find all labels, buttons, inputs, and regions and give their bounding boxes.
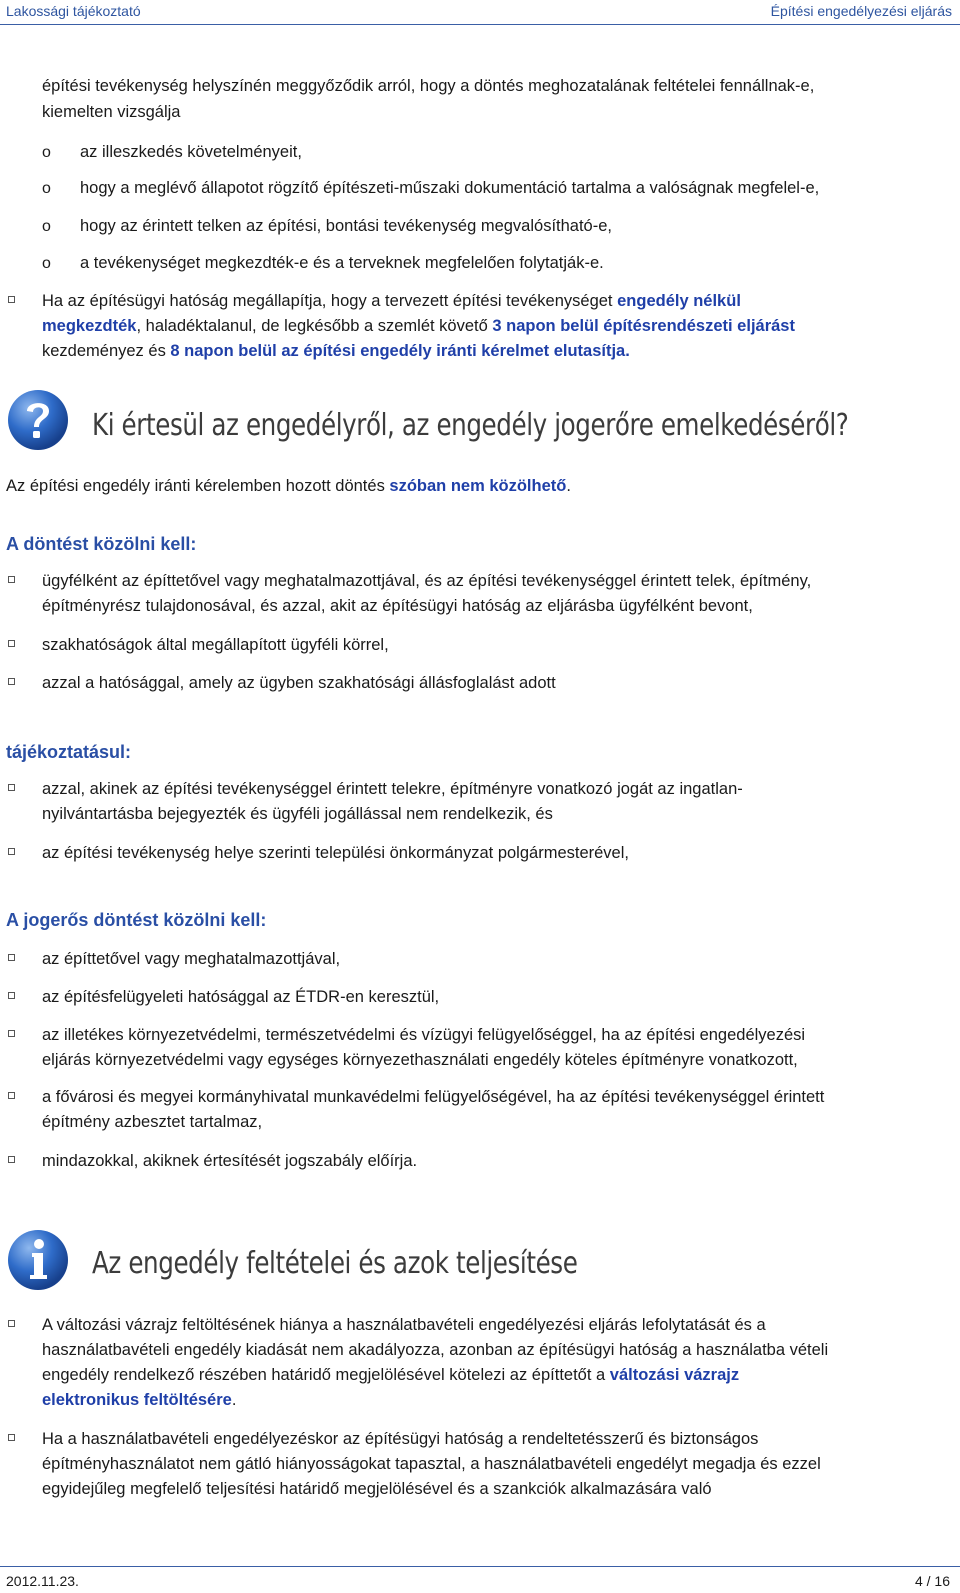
list-item-line: építmény azbesztet tartalmaz, xyxy=(42,1113,263,1131)
list-item-line: építményrész tulajdonosával, és azzal, akit az építésügyi hatóság az eljárásba ügyfélként bevont, xyxy=(42,597,753,615)
list-item-line: azzal a hatósággal, amely az ügyben szakhatósági állásfoglalást adott xyxy=(42,674,556,692)
heading-tajekoztatasul: tájékoztatásul: xyxy=(6,742,132,762)
section-title-conditions: Az engedély feltételei és azok teljesítése xyxy=(92,1246,578,1281)
bullet-icon xyxy=(8,296,15,303)
sublist-marker: o xyxy=(42,144,51,161)
bullet-icon xyxy=(8,1434,15,1441)
sublist-marker: o xyxy=(42,180,51,197)
page-header xyxy=(0,0,960,25)
para-line: A változási vázrajz feltöltésének hiánya a használatbavételi engedélyezési eljárás lefolytatását és a xyxy=(42,1316,766,1334)
intro-line: kiemelten vizsgálja xyxy=(42,103,181,121)
sublist-item: hogy az érintett telken az építési, bontási tevékenység megvalósítható-e, xyxy=(80,217,612,235)
para-line: Ha az építésügyi hatóság megállapítja, hogy a tervezett építési tevékenységet engedély nélkül xyxy=(42,292,741,310)
heading-jogeros: A jogerős döntést közölni kell: xyxy=(6,910,267,930)
bullet-icon xyxy=(8,848,15,855)
header-right-text: Építési engedélyezési eljárás xyxy=(770,3,952,19)
bullet-icon xyxy=(8,1320,15,1327)
para-line: megkezdték, haladéktalanul, de legkésőbb a szemlét követő 3 napon belül építésrendészeti eljárást xyxy=(42,317,795,335)
bullet-icon xyxy=(8,576,15,583)
para-line: engedély rendelkező részében határidő megjelölésével kötelezi az építtetőt a változási vázrajz xyxy=(42,1366,740,1384)
bullet-icon xyxy=(8,1156,15,1163)
sublist-marker: o xyxy=(42,255,51,272)
bullet-icon xyxy=(8,1030,15,1037)
sublist-item: a tevékenységet megkezdték-e és a terveknek megfelelően folytatják-e. xyxy=(80,254,604,272)
sublist-marker: o xyxy=(42,218,51,235)
list-item-line: azzal, akinek az építési tevékenységgel érintett telekre, építményre vonatkozó jogát az ingatlan- xyxy=(42,780,743,798)
list-item-line: az építési tevékenység helye szerinti települési önkormányzat polgármesterével, xyxy=(42,844,629,862)
bullet-icon xyxy=(8,1092,15,1099)
list-item-line: nyilvántartásba bejegyezték és ügyféli jogállással nem rendelkezik, és xyxy=(42,805,553,823)
para-line: használatbavételi engedély kiadását nem akadályozza, azonban az építésügyi hatóság a használatba vételi xyxy=(42,1341,829,1359)
list-item-line: az építtetővel vagy meghatalmazottjával, xyxy=(42,950,341,968)
heading-kozolni: A döntést közölni kell: xyxy=(6,534,197,554)
section-title-recipients: Ki értesül az engedélyről, az engedély jogerőre emelkedéséről? xyxy=(92,408,849,443)
list-item-line: az illetékes környezetvédelmi, természetvédelmi és vízügyi felügyelőséggel, ha az építési engedélyezési xyxy=(42,1026,806,1044)
bullet-icon xyxy=(8,784,15,791)
para-line: építményhasználatot nem gátló hiányosságokat tapasztal, a használatbavételi engedélyt megadja és ezzel xyxy=(42,1455,821,1473)
list-item-line: a fővárosi és megyei kormányhivatal munkavédelmi felügyelőségével, ha az építési tevékenységgel érintett xyxy=(42,1088,825,1106)
footer-date: 2012.11.23. xyxy=(6,1573,79,1589)
list-item-line: szakhatóságok által megállapított ügyféli körrel, xyxy=(42,636,389,654)
sublist-item: hogy a meglévő állapotot rögzítő építészeti-műszaki dokumentáció tartalma a valóságnak megfelel-e, xyxy=(80,179,820,197)
list-item-line: ügyfélként az építtetővel vagy meghatalmazottjával, és az építési tevékenységgel érintett telek, építmény, xyxy=(42,572,812,590)
para-line: elektronikus feltöltésére. xyxy=(42,1391,237,1409)
info-icon xyxy=(6,1228,70,1292)
bullet-icon xyxy=(8,954,15,961)
bullet-icon xyxy=(8,992,15,999)
para-line: kezdeményez és 8 napon belül az építési engedély iránti kérelmet elutasítja. xyxy=(42,342,630,360)
para-line: egyidejűleg megfelelő teljesítési határidő megjelölésével és a szankciók alkalmazására való xyxy=(42,1480,712,1498)
list-item-line: az építésfelügyeleti hatósággal az ÉTDR-en keresztül, xyxy=(42,988,440,1006)
para-line: Ha a használatbavételi engedélyezéskor az építésügyi hatóság a rendeltetésszerű és biztonságos xyxy=(42,1430,759,1448)
question-icon xyxy=(6,388,70,452)
bullet-icon xyxy=(8,678,15,685)
header-left-text: Lakossági tájékoztató xyxy=(6,3,141,19)
bullet-icon xyxy=(8,640,15,647)
section-lead: Az építési engedély iránti kérelemben hozott döntés szóban nem közölhető. xyxy=(6,477,571,495)
list-item-line: eljárás környezetvédelmi vagy egységes környezethasználati engedély köteles építményre vonatkozott, xyxy=(42,1051,798,1069)
list-item-line: mindazokkal, akiknek értesítését jogszabály előírja. xyxy=(42,1152,418,1170)
page-footer xyxy=(0,1566,960,1593)
page-number: 4 / 16 xyxy=(914,1573,950,1589)
sublist-item: az illeszkedés követelményeit, xyxy=(80,143,302,161)
intro-line: építési tevékenység helyszínén meggyőződik arról, hogy a döntés meghozatalának feltételei fennállnak-e, xyxy=(42,77,815,95)
